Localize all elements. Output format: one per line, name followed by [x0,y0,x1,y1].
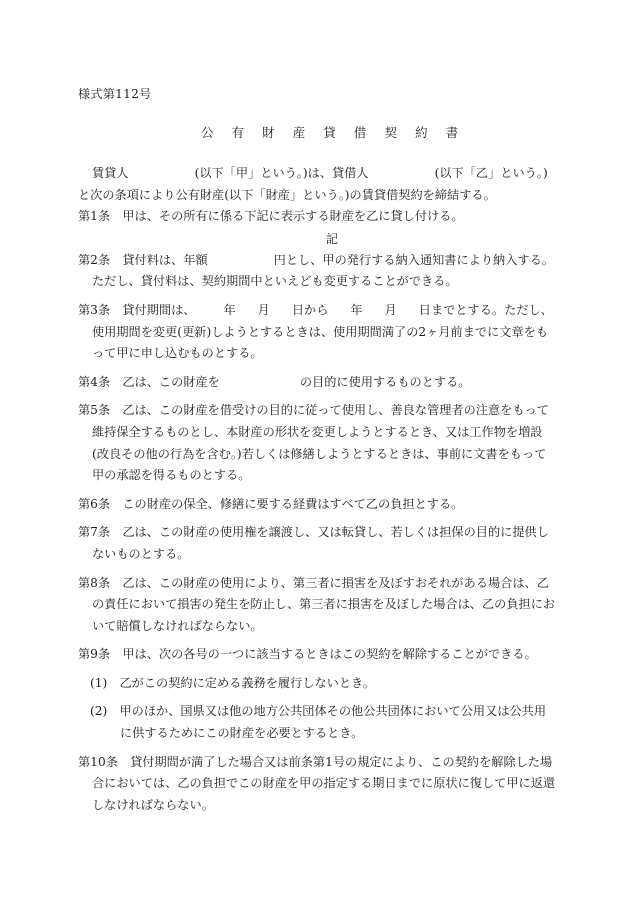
article-4 [78,372,558,394]
article-6: 第6条 この財産の保全、修繕に要する経費はすべて乙の負担とする。 [78,496,464,511]
article-1: 第1条 甲は、その所有に係る下記に表示する財産を乙に貸し付ける。 [78,209,464,224]
contract-body [78,163,558,816]
article-7: 第7条 乙は、この財産の使用権を譲渡し、又は転貸し、若しくは担保の目的に提供しないものとする。 [78,525,549,561]
ki-heading: 記 [325,231,339,246]
intro-lessee-label: (以下「甲」という。)は、貸借人 [194,166,369,180]
article-5: 第5条 乙は、この財産を借受けの目的に従って使用し、善良な管理者の注意をもって維持保全するものとし、本財産の形状を変更しようとするとき、又は工作物を増設(改良その他の行為を含む。)若しくは修繕しようとするときは、事前に文書をもって甲の承認を得るものとする。 [78,403,549,483]
end-month-label: 月 [384,302,397,317]
article-4-part-a: 第4条 乙は、この財産を [78,374,220,389]
intro-rest: (以下「乙」という。)と次の条項により公有財産(以下「財産」という。)の賃貸借契約を締結する。 [78,166,548,202]
article-3-part-b: 日までとする。ただし、使用期間を変更(更新)しようとするときは、使用期間満了の2ヶ月前までに文章をもって甲に申し込むものとする。 [92,302,553,361]
article-9-item-2: (2) 甲のほか、国県又は他の地方公共団体その他公共団体において公用又は公共用に供するためにこの財産を必要とするとき。 [90,704,547,741]
article-2 [78,250,558,293]
article-4-part-b: の目的に使用するものとする。 [299,374,471,389]
end-year-label: 年 [350,302,363,317]
form-number: 様式第112号 [78,87,152,101]
start-year-label: 年 [223,302,236,317]
document-title: 公 有 財 産 貸 借 契 約 書 [200,125,466,140]
article-3-part-a: 第3条 貸付期間は、 [78,302,196,317]
article-2-part-a: 第2条 貸付料は、年額 [78,252,208,267]
article-2-part-b: 円とし、甲の発行する納入通知書により納入する。ただし、貸付料は、契約期間中といえども変更することができる。 [92,252,554,289]
start-day-label: 日から [291,302,329,317]
start-month-label: 月 [257,302,270,317]
article-3 [78,300,558,365]
article-9-item-1: (1) 乙がこの契約に定める義務を履行しないとき。 [90,675,375,690]
article-9: 第9条 甲は、次の各号の一つに該当するときはこの契約を解除することができる。 [78,647,537,662]
article-8: 第8条 乙は、この財産の使用により、第三者に損害を及ぼすおそれがある場合は、乙の責任において損害の発生を防止し、第三者に損害を及ぼした場合は、乙の負担において賠償しなければならない。 [78,575,556,633]
intro-paragraph [78,163,558,206]
article-10: 第10条 貸付期間が満了した場合又は前条第1号の規定により、この契約を解除した場合においては、乙の負担でこの財産を甲の指定する期日までに原状に復して甲に返還しなければならない。 [78,754,556,812]
intro-lessor-label: 賃貸人 [92,166,129,180]
